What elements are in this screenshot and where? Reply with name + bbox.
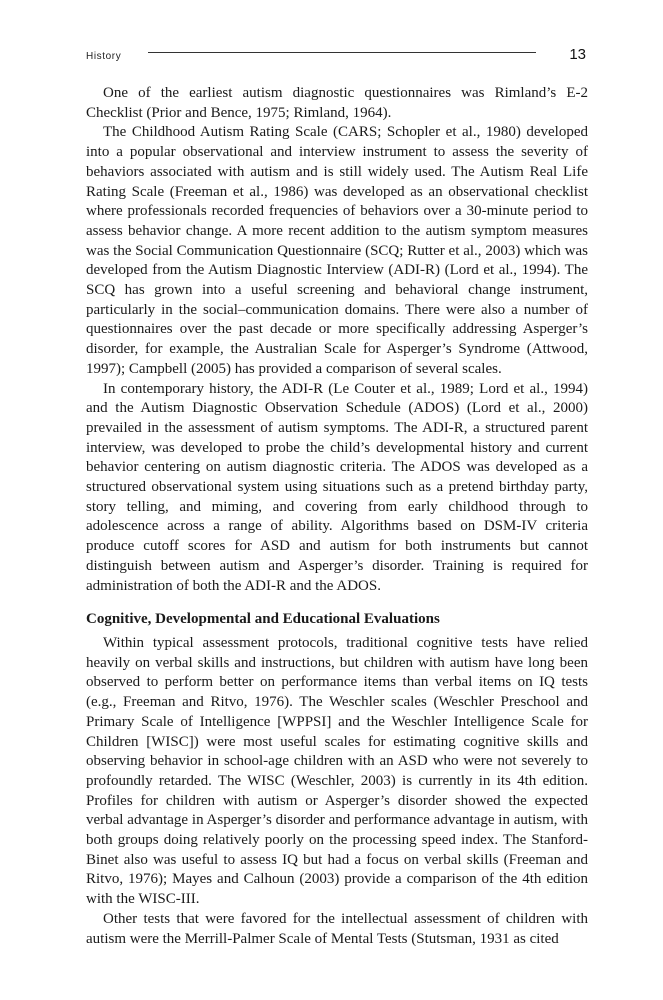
running-head-section: History [86,51,122,62]
section-heading: Cognitive, Developmental and Educational Evaluations [86,611,440,628]
body-text [86,84,588,949]
header-rule [148,52,536,53]
page-number: 13 [569,46,586,63]
paragraph: The Childhood Autism Rating Scale (CARS; Schopler et al., 1980) developed into a popular observational and interview instrument to assess the severity of behaviors associated with autism and is still widely used. The Autism Real Life Rating Scale (Freeman et al., 1986) was developed as an observational checklist where professionals recorded frequencies of behaviors over a 30-minute period to assess behavior change. A more recent addition to the autism symptom measures was the Social Communication Questionnaire (SCQ; Rutter et al., 2003) which was developed from the Autism Diagnostic Interview (ADI-R) (Lord et al., 1994). The SCQ has grown into a useful screening and behavioral change instrument, particularly in the social–communication domains. There were also a number of questionnaires over the past decade or more specifically addressing Asperger’s disorder, for example, the Australian Scale for Asperger’s Syndrome (Attwood, 1997); Campbell (2005) has provided a comparison of several scales. [86,124,588,377]
paragraph: One of the earliest autism diagnostic questionnaires was Rimland’s E-2 Checklist (Prior and Bence, 1975; Rimland, 1964). [86,85,588,121]
paragraph: Within typical assessment protocols, traditional cognitive tests have relied heavily on verbal skills and instructions, but children with autism have long been observed to perform better on performance items than verbal items on IQ tests (e.g., Freeman and Ritvo, 1976). The Weschler scales (Weschler Preschool and Primary Scale of Intelligence [WPPSI] and the Weschler Intelligence Scale for Children [WISC]) were most useful scales for estimating cognitive skills and observing behavior in school-age children with an ASD who were not severely to profoundly retarded. The WISC (Weschler, 2003) is currently in its 4th edition. Profiles for children with autism or Asperger’s disorder showed the expected verbal advantage in Asperger’s disorder and performance advantage in autism, with both groups doing relatively poorly on the processing speed index. The Stanford-Binet also was useful to assess IQ but had a focus on verbal skills (Freeman and Ritvo, 1976); Mayes and Calhoun (2003) provide a comparison of the 4th edition with the WISC-III. [86,634,588,908]
paragraph: In contemporary history, the ADI-R (Le Couter et al., 1989; Lord et al., 1994) and the Autism Diagnostic Observation Schedule (ADOS) (Lord et al., 2000) prevailed in the assessment of autism symptoms. The ADI-R, a structured parent interview, was developed to probe the child’s developmental history and current behavior centering on autism diagnostic criteria. The ADOS was developed as a structured observational system using situations such as a pretend birthday party, story telling, and miming, and covering from early childhood through to adolescence across a range of ability. Algorithms based on DSM-IV criteria produce cutoff scores for ASD and autism for both instruments but cannot distinguish between autism and Asperger’s disorder. Training is required for administration of both the ADI-R and the ADOS. [86,380,588,594]
paragraph: Other tests that were favored for the intellectual assessment of children with autism were the Merrill-Palmer Scale of Mental Tests (Stutsman, 1931 as cited [86,910,588,947]
running-head [86,44,586,68]
